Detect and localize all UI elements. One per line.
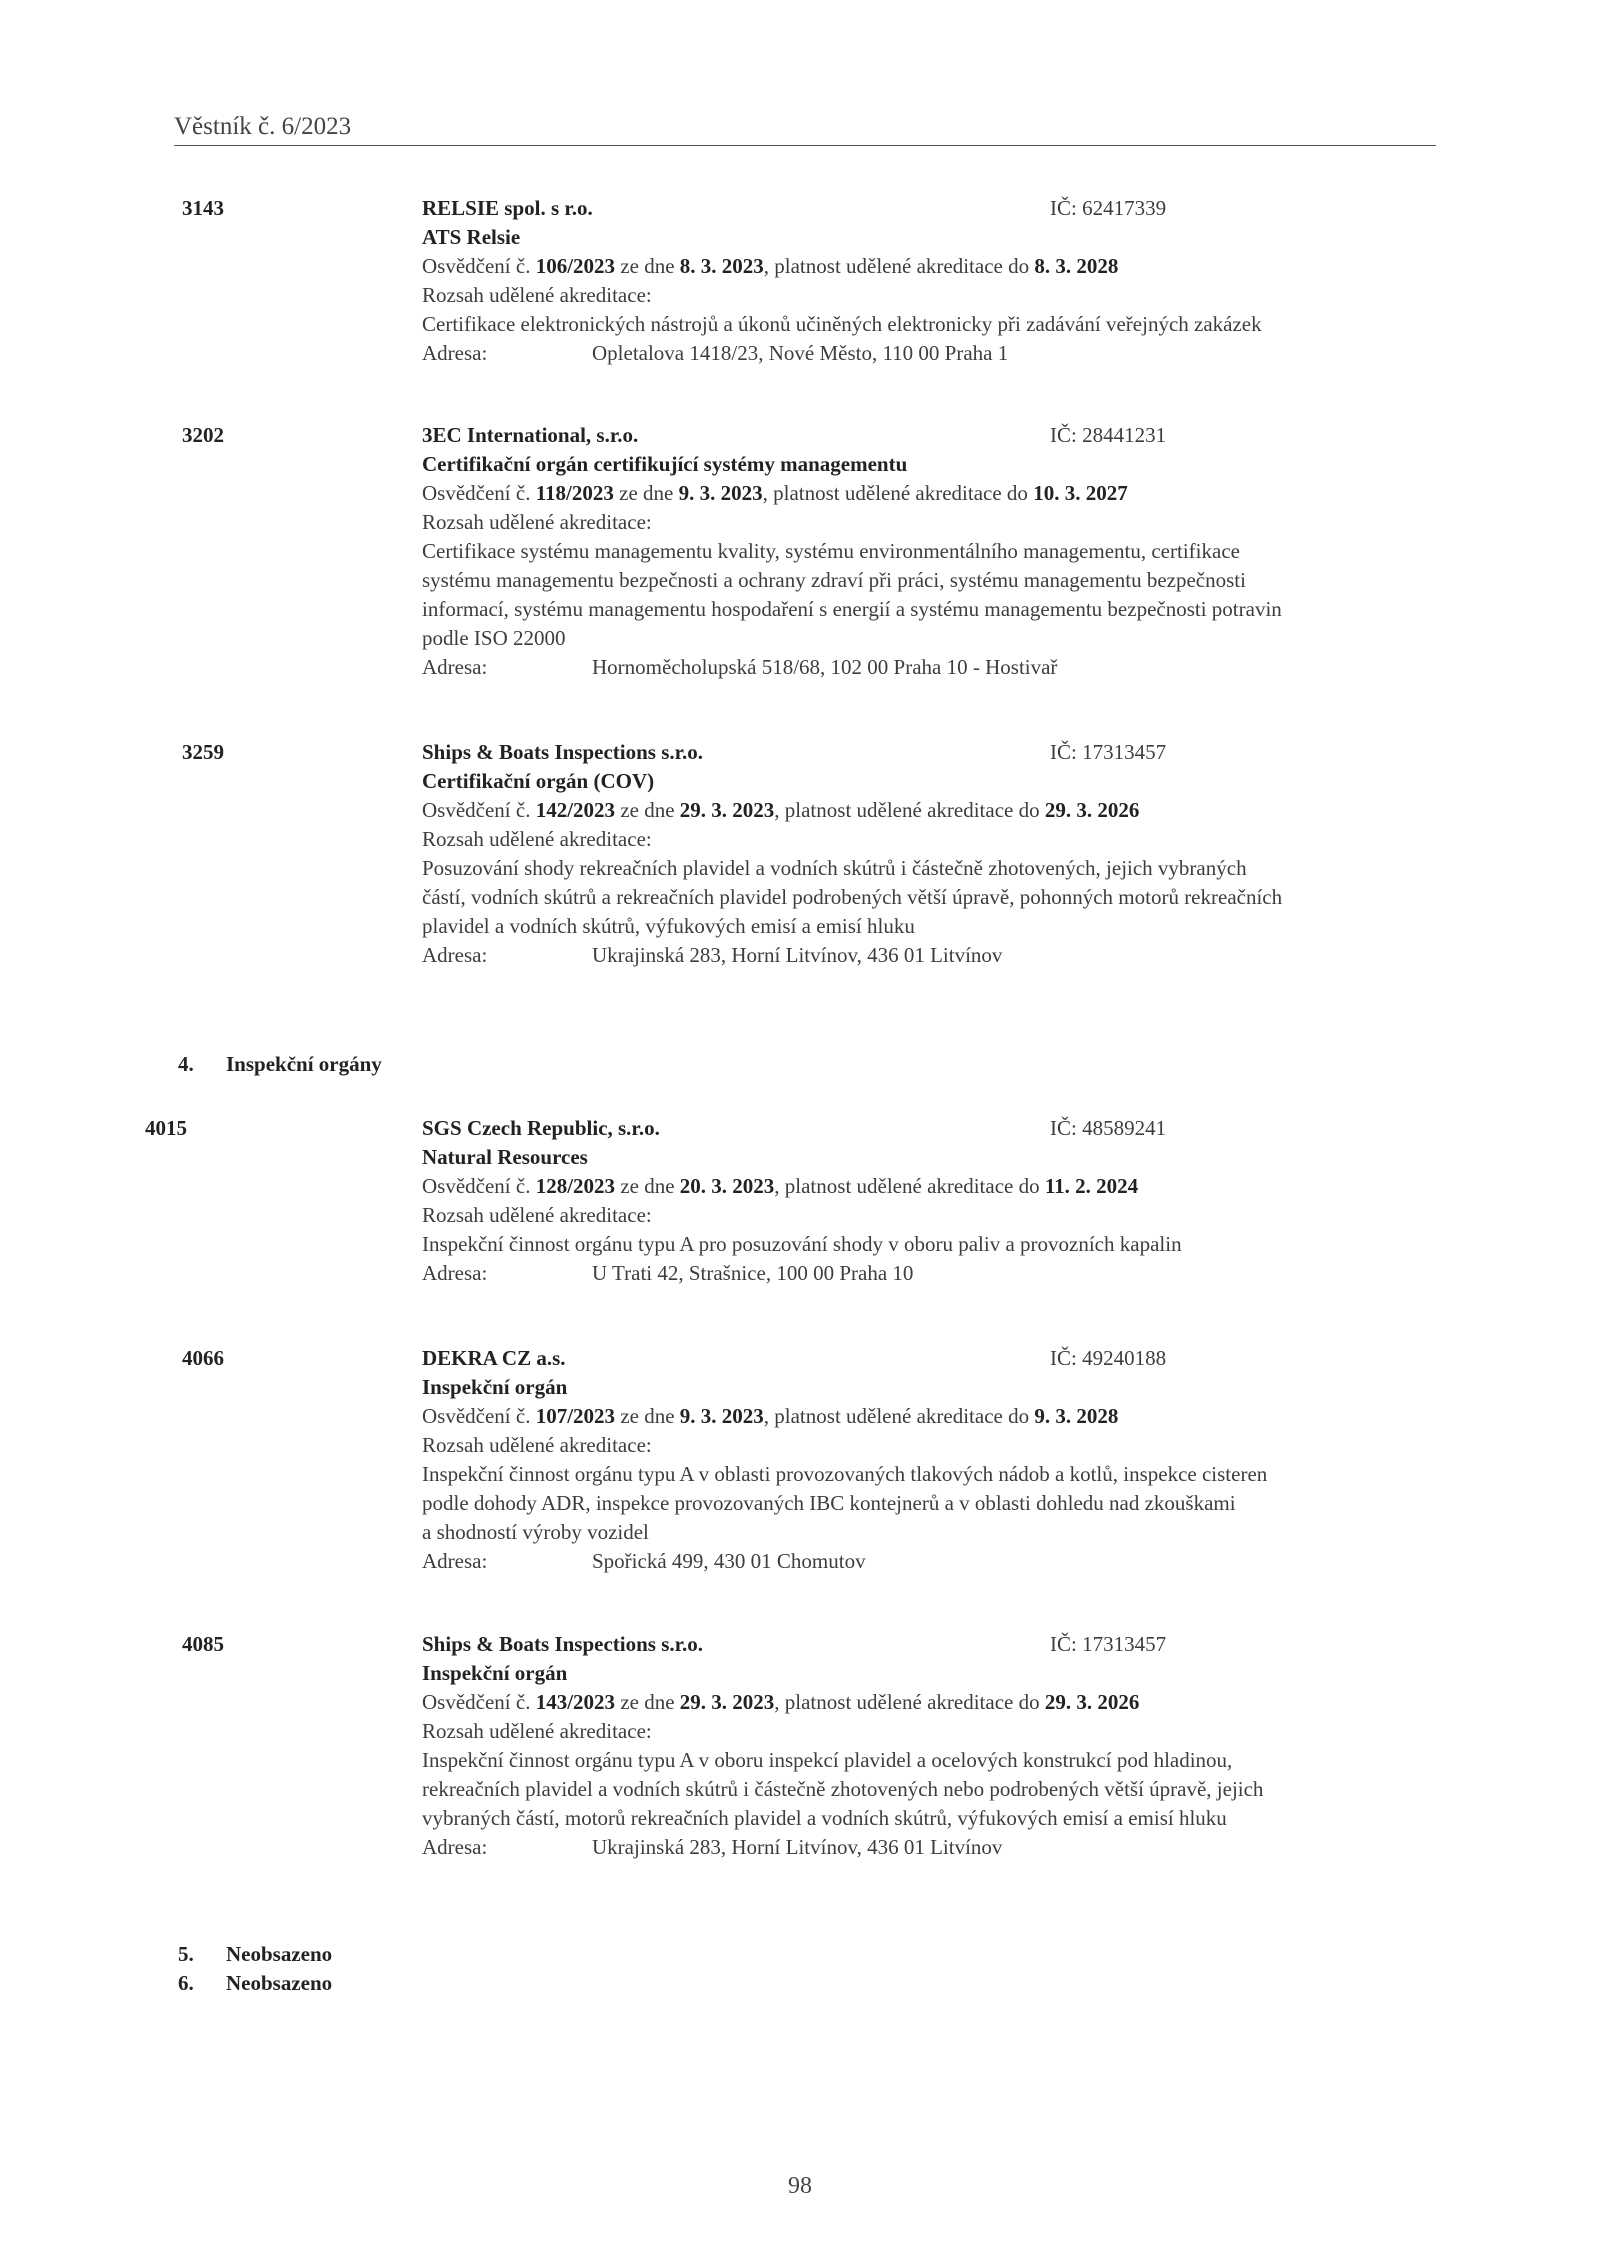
ic-value: 17313457 — [1082, 740, 1167, 764]
scope-line: informací, systému managementu hospodaření s energií a systému managementu bezpečnosti potravin — [422, 597, 1282, 621]
scope-label: Rozsah udělené akreditace: — [422, 510, 652, 534]
address-line — [422, 339, 1432, 368]
cert-valid-label: , platnost udělené akreditace do — [774, 798, 1040, 822]
cert-date: 20. 3. 2023 — [679, 1174, 775, 1198]
entry-number: 3143 — [182, 196, 224, 220]
cert-date: 9. 3. 2023 — [679, 1404, 764, 1428]
cert-valid-label: , platnost udělené akreditace do — [763, 1404, 1030, 1428]
cert-date-word: ze dne — [619, 481, 674, 505]
page-number: 98 — [788, 2173, 812, 2199]
ic-value: 49240188 — [1082, 1346, 1167, 1370]
org-name: SGS Czech Republic, s.r.o. — [422, 1116, 660, 1140]
address-label: Adresa: — [422, 341, 488, 365]
scope-line: Posuzování shody rekreačních plavidel a vodních skútrů i částečně zhotovených, jejich vybraných — [422, 856, 1247, 880]
address-line — [422, 1833, 1432, 1862]
section-title: Neobsazeno — [226, 1942, 333, 1966]
scope-text — [422, 537, 1427, 653]
valid-until: 11. 2. 2024 — [1044, 1174, 1139, 1198]
running-header: Věstník č. 6/2023 — [174, 113, 352, 140]
org-name: DEKRA CZ a.s. — [422, 1346, 566, 1370]
entry-body — [422, 738, 1432, 970]
org-line — [422, 1344, 1432, 1373]
scope-line: Certifikace elektronických nástrojů a úkonů učiněných elektronicky při zadávání veřejných zakázek — [422, 312, 1262, 336]
org-name: 3EC International, s.r.o. — [422, 423, 639, 447]
cert-date-word: ze dne — [620, 798, 675, 822]
scope-text — [422, 854, 1427, 941]
cert-prefix: Osvědčení č. — [422, 1404, 531, 1428]
ic-label: IČ: — [1050, 740, 1077, 764]
address-value: Spořická 499, 430 01 Chomutov — [592, 1549, 866, 1573]
cert-prefix: Osvědčení č. — [422, 254, 531, 278]
org-line — [422, 421, 1432, 450]
valid-until: 9. 3. 2028 — [1034, 1404, 1119, 1428]
cert-number: 107/2023 — [535, 1404, 616, 1428]
certificate-line — [422, 1688, 1432, 1717]
section-number: 4. — [178, 1052, 194, 1076]
cert-date-word: ze dne — [620, 1404, 675, 1428]
entry-body — [422, 421, 1432, 682]
ic-field — [1050, 1114, 1166, 1143]
ic-label: IČ: — [1050, 1632, 1077, 1656]
valid-until: 29. 3. 2026 — [1044, 798, 1140, 822]
org-name: RELSIE spol. s r.o. — [422, 196, 593, 220]
section-number: 5. — [178, 1942, 194, 1966]
cert-prefix: Osvědčení č. — [422, 1174, 531, 1198]
certificate-line — [422, 1172, 1432, 1201]
cert-prefix: Osvědčení č. — [422, 1690, 531, 1714]
address-label: Adresa: — [422, 1835, 488, 1859]
valid-until: 10. 3. 2027 — [1033, 481, 1128, 505]
section-title: Neobsazeno — [226, 1971, 333, 1995]
scope-line: Inspekční činnost orgánu typu A pro posuzování shody v oboru paliv a provozních kapalin — [422, 1232, 1182, 1256]
entry-number: 4015 — [145, 1116, 187, 1140]
scope-label: Rozsah udělené akreditace: — [422, 1433, 652, 1457]
entry-number: 3259 — [182, 740, 224, 764]
scope-line: a shodností výroby vozidel — [422, 1520, 649, 1544]
org-subtitle: Natural Resources — [422, 1145, 588, 1169]
cert-date-word: ze dne — [620, 254, 675, 278]
cert-number: 143/2023 — [535, 1690, 616, 1714]
section-heading — [178, 1969, 332, 1998]
org-line — [422, 194, 1432, 223]
cert-date: 29. 3. 2023 — [679, 798, 775, 822]
ic-field — [1050, 1630, 1166, 1659]
section-number: 6. — [178, 1971, 194, 1995]
org-name: Ships & Boats Inspections s.r.o. — [422, 740, 704, 764]
cert-valid-label: , platnost udělené akreditace do — [774, 1690, 1040, 1714]
entry-number: 4066 — [182, 1346, 224, 1370]
org-subtitle: Certifikační orgán certifikující systémy managementu — [422, 452, 908, 476]
ic-label: IČ: — [1050, 423, 1077, 447]
address-label: Adresa: — [422, 943, 488, 967]
ic-value: 62417339 — [1082, 196, 1167, 220]
cert-prefix: Osvědčení č. — [422, 481, 531, 505]
ic-label: IČ: — [1050, 1346, 1077, 1370]
scope-line: částí, vodních skútrů a rekreačních plavidel podrobených větší úpravě, pohonných motorů rekreačních — [422, 885, 1283, 909]
address-line — [422, 1259, 1432, 1288]
scope-label: Rozsah udělené akreditace: — [422, 283, 652, 307]
header-rule — [174, 145, 1436, 146]
cert-valid-label: , platnost udělené akreditace do — [774, 1174, 1040, 1198]
ic-value: 28441231 — [1082, 423, 1167, 447]
cert-date-word: ze dne — [620, 1690, 675, 1714]
certificate-line — [422, 1402, 1432, 1431]
entry-body — [422, 194, 1432, 368]
org-line — [422, 738, 1432, 767]
section-heading — [178, 1050, 382, 1079]
cert-number: 142/2023 — [535, 798, 616, 822]
scope-text — [422, 1460, 1427, 1547]
cert-number: 118/2023 — [535, 481, 614, 505]
address-value: U Trati 42, Strašnice, 100 00 Praha 10 — [592, 1261, 914, 1285]
scope-line: Certifikace systému managementu kvality, systému environmentálního managementu, certifikace — [422, 539, 1240, 563]
address-label: Adresa: — [422, 1549, 488, 1573]
cert-valid-label: , platnost udělené akreditace do — [762, 481, 1028, 505]
ic-label: IČ: — [1050, 1116, 1077, 1140]
ic-label: IČ: — [1050, 196, 1077, 220]
scope-label: Rozsah udělené akreditace: — [422, 1719, 652, 1743]
address-line — [422, 1547, 1432, 1576]
scope-line: Inspekční činnost orgánu typu A v oboru inspekcí plavidel a ocelových konstrukcí pod hladinou, — [422, 1748, 1233, 1772]
ic-field — [1050, 738, 1166, 767]
certificate-line — [422, 796, 1432, 825]
org-subtitle: Inspekční orgán — [422, 1661, 568, 1685]
scope-line: Inspekční činnost orgánu typu A v oblasti provozovaných tlakových nádob a kotlů, inspekce cisteren — [422, 1462, 1268, 1486]
entry-body — [422, 1630, 1432, 1862]
cert-date: 29. 3. 2023 — [679, 1690, 775, 1714]
ic-field — [1050, 421, 1166, 450]
ic-field — [1050, 194, 1166, 223]
org-name: Ships & Boats Inspections s.r.o. — [422, 1632, 704, 1656]
scope-line: podle ISO 22000 — [422, 626, 566, 650]
scope-label: Rozsah udělené akreditace: — [422, 827, 652, 851]
scope-line: podle dohody ADR, inspekce provozovaných IBC kontejnerů a v oblasti dohledu nad zkouškami — [422, 1491, 1236, 1515]
org-subtitle: ATS Relsie — [422, 225, 521, 249]
scope-text — [422, 1230, 1427, 1259]
valid-until: 29. 3. 2026 — [1044, 1690, 1140, 1714]
entry-number: 3202 — [182, 423, 224, 447]
address-value: Hornoměcholupská 518/68, 102 00 Praha 10 - Hostivař — [592, 655, 1058, 679]
valid-until: 8. 3. 2028 — [1034, 254, 1119, 278]
cert-number: 106/2023 — [535, 254, 616, 278]
scope-line: vybraných částí, motorů rekreačních plavidel a vodních skútrů, výfukových emisí a emisí hluku — [422, 1806, 1227, 1830]
ic-value: 48589241 — [1082, 1116, 1167, 1140]
scope-line: plavidel a vodních skútrů, výfukových emisí a emisí hluku — [422, 914, 915, 938]
section-title: Inspekční orgány — [226, 1052, 382, 1076]
entry-number: 4085 — [182, 1632, 224, 1656]
ic-field — [1050, 1344, 1166, 1373]
certificate-line — [422, 252, 1432, 281]
ic-value: 17313457 — [1082, 1632, 1167, 1656]
cert-date: 9. 3. 2023 — [678, 481, 763, 505]
address-line — [422, 941, 1432, 970]
cert-number: 128/2023 — [535, 1174, 616, 1198]
address-value: Opletalova 1418/23, Nové Město, 110 00 Praha 1 — [592, 341, 1009, 365]
scope-text — [422, 1746, 1427, 1833]
scope-label: Rozsah udělené akreditace: — [422, 1203, 652, 1227]
entry-body — [422, 1344, 1432, 1576]
scope-line: rekreačních plavidel a vodních skútrů i částečně zhotovených nebo podrobených větší úpravě, jejich — [422, 1777, 1264, 1801]
scope-text — [422, 310, 1427, 339]
address-label: Adresa: — [422, 1261, 488, 1285]
org-subtitle: Inspekční orgán — [422, 1375, 568, 1399]
cert-valid-label: , platnost udělené akreditace do — [763, 254, 1030, 278]
address-value: Ukrajinská 283, Horní Litvínov, 436 01 Litvínov — [592, 1835, 1003, 1859]
org-subtitle: Certifikační orgán (COV) — [422, 769, 655, 793]
address-label: Adresa: — [422, 655, 488, 679]
address-line — [422, 653, 1432, 682]
entry-body — [422, 1114, 1432, 1288]
org-line — [422, 1630, 1432, 1659]
certificate-line — [422, 479, 1432, 508]
org-line — [422, 1114, 1432, 1143]
section-heading — [178, 1940, 332, 1969]
cert-date: 8. 3. 2023 — [679, 254, 764, 278]
cert-date-word: ze dne — [620, 1174, 675, 1198]
scope-line: systému managementu bezpečnosti a ochrany zdraví při práci, systému managementu bezpečnosti — [422, 568, 1246, 592]
address-value: Ukrajinská 283, Horní Litvínov, 436 01 Litvínov — [592, 943, 1003, 967]
cert-prefix: Osvědčení č. — [422, 798, 531, 822]
